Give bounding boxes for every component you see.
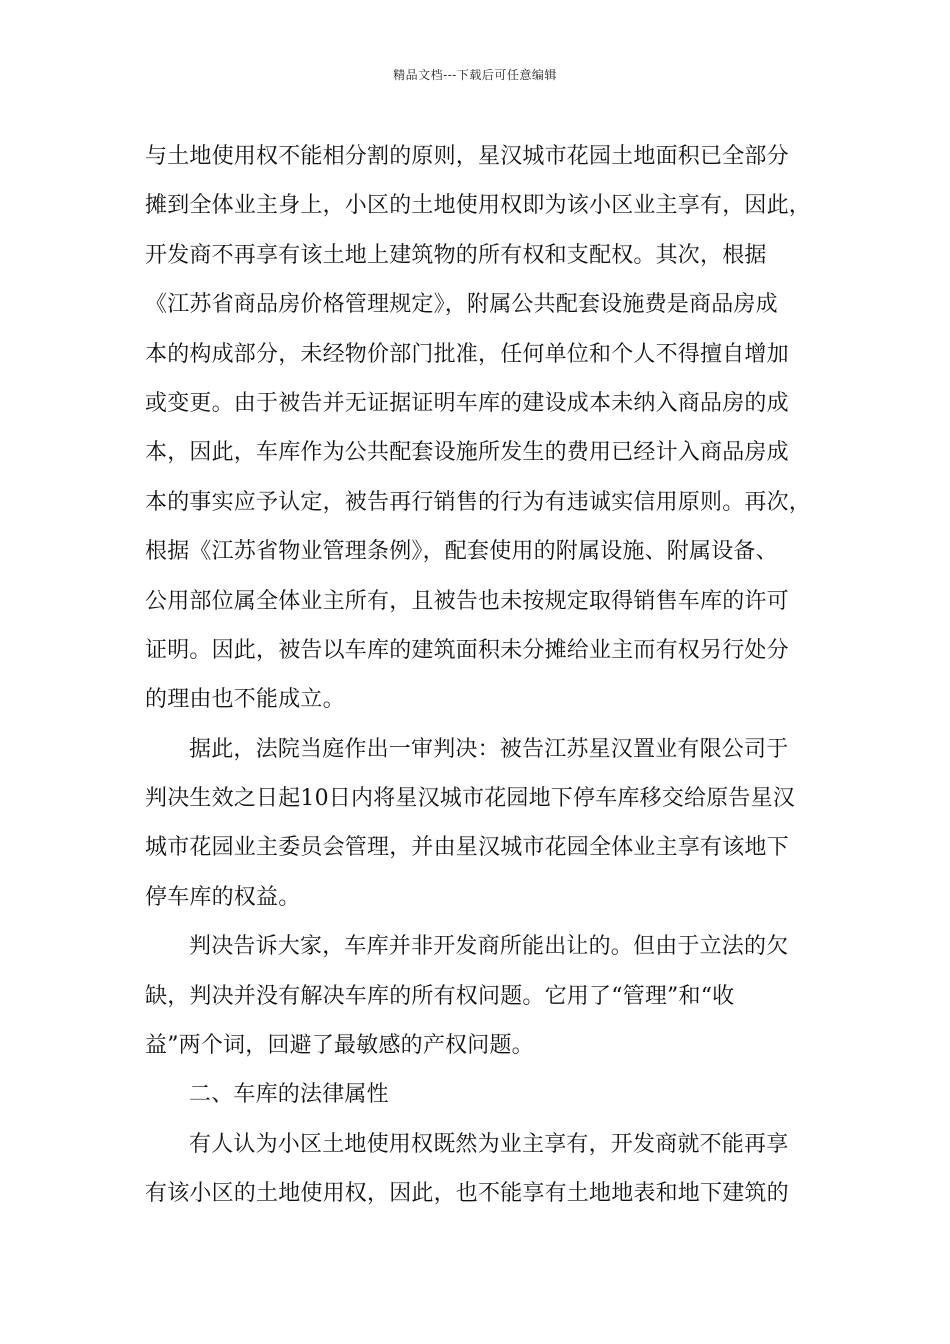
section-heading: 二、车库的法律属性 <box>189 1082 389 1108</box>
paragraph-line: 有人认为小区土地使用权既然为业主享有，开发商就不能再享 <box>189 1131 789 1157</box>
document-body <box>145 132 825 1219</box>
paragraph-line: 摊到全体业主身上，小区的土地使用权即为该小区业主享有，因此， <box>145 193 812 219</box>
paragraph-line: 根据《江苏省物业管理条例》，配套使用的附属设施、附属设备、 <box>145 539 778 565</box>
paragraph-line: 开发商不再享有该土地上建筑物的所有权和支配权。其次，根据 <box>145 242 767 268</box>
paragraph-line: 或变更。由于被告并无证据证明车库的建设成本未纳入商品房的成 <box>145 390 789 416</box>
paragraph-line: 有该小区的土地使用权，因此，也不能享有土地地表和地下建筑的 <box>145 1181 789 1207</box>
paragraph-line: 据此，法院当庭作出一审判决：被告江苏星汉置业有限公司于 <box>189 736 789 762</box>
paragraph-line: 本，因此，车库作为公共配套设施所发生的费用已经计入商品房成 <box>145 440 789 466</box>
paragraph-line: 判决告诉大家，车库并非开发商所能出让的。但由于立法的欠 <box>189 934 789 960</box>
paragraph-line: 公用部位属全体业主所有，且被告也未按规定取得销售车库的许可 <box>145 588 789 614</box>
paragraph-line: 本的事实应予认定，被告再行销售的行为有违诚实信用原则。再次， <box>145 489 812 515</box>
page-header: 精品文档---下载后可任意编辑 <box>393 68 557 82</box>
paragraph-line: 证明。因此，被告以车库的建筑面积未分摊给业主而有权另行处分 <box>145 637 789 663</box>
paragraph-line: 停车库的权益。 <box>145 884 301 910</box>
paragraph-line: 《江苏省商品房价格管理规定》，附属公共配套设施费是商品房成 <box>145 292 778 318</box>
paragraph-line: 与土地使用权不能相分割的原则，星汉城市花园土地面积已全部分 <box>145 144 789 169</box>
paragraph-line: 的理由也不能成立。 <box>145 687 345 713</box>
paragraph-line: 本的构成部分，未经物价部门批准，任何单位和个人不得擅自增加 <box>145 341 789 367</box>
paragraph-line: 判决生效之日起10日内将星汉城市花园地下停车库移交给原告星汉 <box>145 786 795 812</box>
paragraph-line: 缺，判决并没有解决车库的所有权问题。它用了“管理”和“收 <box>145 983 735 1009</box>
paragraph-line: 益”两个词，回避了最敏感的产权问题。 <box>145 1033 534 1059</box>
paragraph-line: 城市花园业主委员会管理，并由星汉城市花园全体业主享有该地下 <box>145 835 789 861</box>
